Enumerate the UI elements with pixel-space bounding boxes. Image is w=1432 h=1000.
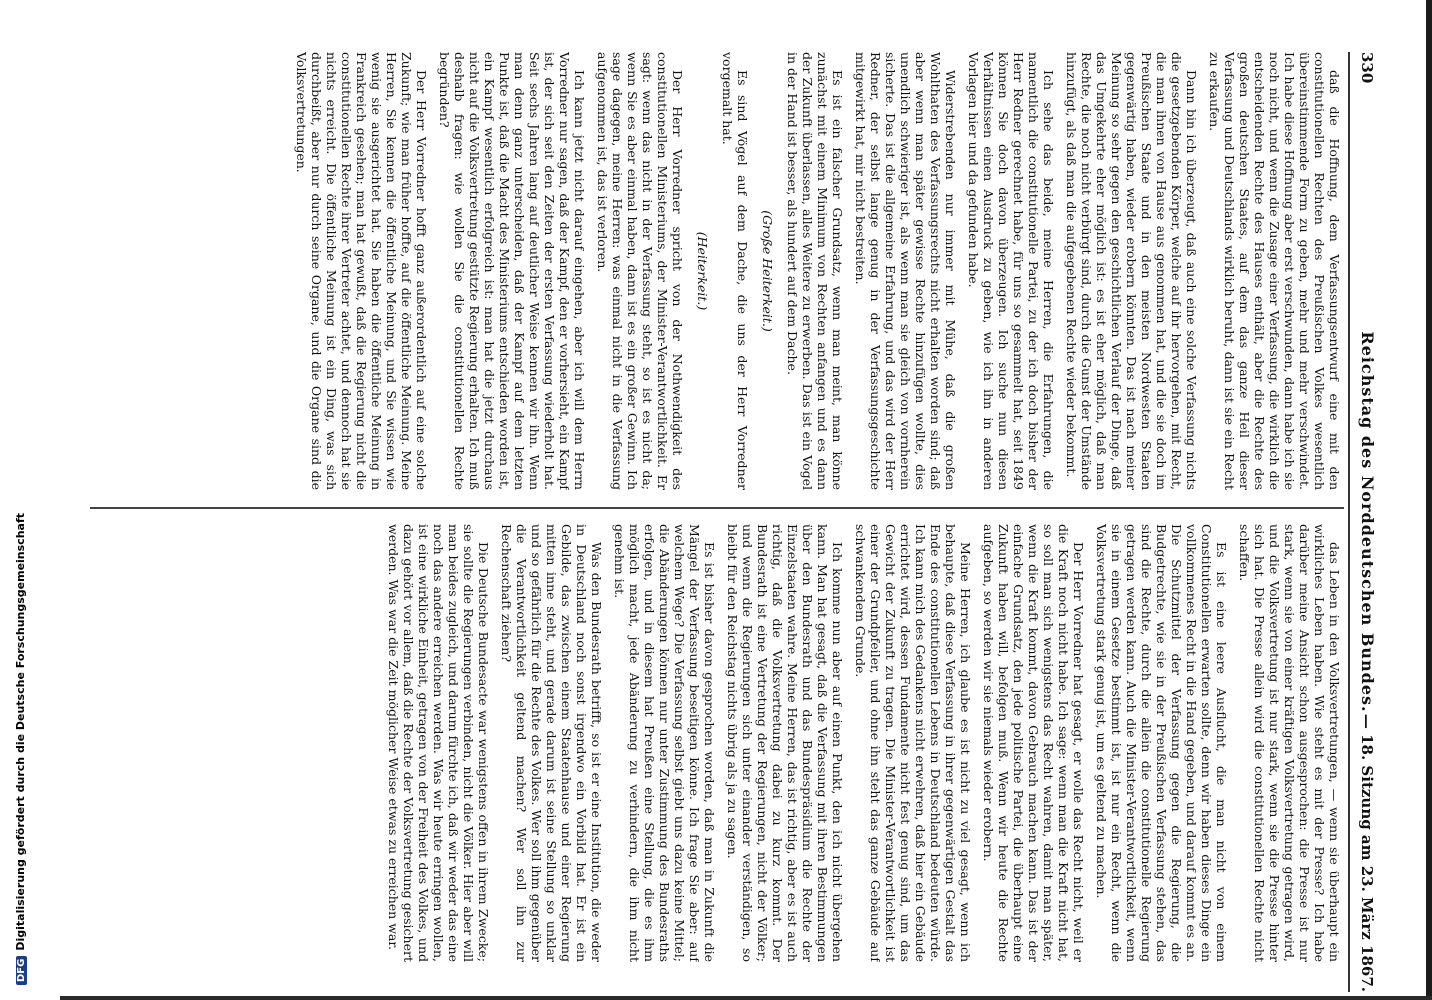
paragraph: Ich kann jetzt nicht darauf eingehen, aber ich will dem Herrn Vorredner nur sagen, daß der Kampf, den er vorhersieht, ein Kampf ist, der sich seit den Zeiten der ersten Verfassung wiederholt hat. Seit sechs Jahren lang auf deutlicher Weise kennen wir ihn. Wenn man denn ganz unterscheiden, daß der Kampf auf dem letzten Punkte ist, daß die Macht des Ministeriums entschieden worden ist, ein Kampf wesentlich erfolgreich ist: man hat die jetzt durchaus nicht auf die Volksvertretung gestützte Regierung erhalten. Ich muß deshalb fragen: wie wollen Sie die constitutionellen Rechte begründen? bbox=[437, 52, 587, 490]
paragraph: das Leben in den Volksvertretungen, — wenn sie überhaupt ein wirkliches Leben haben. Wie steht es mit der Presse? Ich habe darüber meine Ansicht schon ausgesprochen: die Presse ist nur stark, wenn sie von einer kräftigen Volksvertretung getragen wird, und die Volksvertretung ist nur stark, wenn sie die Presse hinter sich hat. Die Presse allein wird die constitutionellen Rechte nicht schaffen. bbox=[1237, 524, 1342, 962]
paragraph: daß die Hoffnung, dem Verfassungsentwurf eine mit den constitutionellen Rechten des Preußischen Volkes wesentlich übereinstimmende Form zu geben, mehr und mehr verschwindet. Ich habe diese Hoffnung aber erst verschwunden, dann habe ich sie noch nicht, und wenn die Zusage einer Verfassung, die wirklich die entscheidenden Rechte des Hauses enthält, aber die Rechte des großen deutschen Staates, auf dem das ganze Heil dieser Verfassung und Deutschlands wirklich beruht, dann ist sie ein Recht zu erkaufen. bbox=[1207, 52, 1342, 490]
paragraph: Dann bin ich überzeugt, daß auch eine solche Verfassung nichts die gesetzgebenden Körper, welche auf ihr hervorgehen, mit Recht, die man ihnen von Hause aus genommen hat, und die sie doch im Preußischen Staate und in den meisten Nordwesten Staaten gegenwärtig haben, wieder erobern könnten. Das ist nach meiner Meinung so sehr gegen den geschichtlichen Verlauf der Dinge, daß das Umgekehrte eher möglich ist: es ist eher möglich, daß man Rechte, die noch nicht verbürgt sind, durch die Gunst der Umstände hinzufügt, als daß man die aufgegebenen Rechte wieder bekommt. bbox=[1064, 52, 1199, 490]
credit-text: Digitalisierung gefördert durch die Deutsche Forschungsgemeinschaft bbox=[14, 512, 27, 951]
right-column bbox=[88, 524, 1342, 962]
paragraph: Ich sehe das beide, meine Herren, die Erfahrungen, die namentlich die constitutionelle Partei, zu der ich doch bisher der Herr Redner gerechnet habe, für uns so gesammelt hat, seit 1849 können Sie doch davon überzeugen. Ich suche nun diesen Verhältnissen einen Ausdruck zu geben, wie ich ihn in anderen Vorlagen hier und da gefunden habe. bbox=[966, 52, 1056, 490]
paragraph: Es ist ein falscher Grundsatz, wenn man meint, man könne zunächst mit einem Minimum von Rechten anfangen und es dann der Zukunft überlassen, alles Weitere zu erwerben. Das ist ein Vogel in der Hand ist besser, als hundert auf dem Dache. bbox=[785, 52, 845, 490]
scan-edge-right bbox=[1426, 0, 1432, 1000]
scan-edge-bottom bbox=[60, 996, 1432, 1000]
session-date: — 18. Sitzung am 23. März 1867. bbox=[1358, 713, 1376, 992]
paragraph: Widerstrebenden nur immer mit Mühe, daß die großen Wohlthaten des Verfassungsrechts nicht erhalten worden sind; daß aber wenn man später gewisse Rechte hinzufügen wollte, dies unendlich schwieriger ist, als wenn man sie gleich von vornherein sicherte. Das ist die allgemeine Erfahrung, und das wird der Herr Redner, der selbst lange genug in der Verfassungsgeschichte mitgewirkt hat, mir nicht bestreiten. bbox=[853, 52, 958, 490]
header-rule bbox=[1348, 52, 1350, 992]
paragraph: Der Herr Vorredner hat gesagt, er wolle das Recht nicht, weil er die Kraft noch nicht habe. Ich sage: wenn man die Kraft nicht hat, so soll man sich wenigstens das Recht wahren, damit man später, wenn die Kraft kommt, davon Gebrauch machen kann. Das ist der einfache Grundsatz, den jede politische Partei, die überhaupt eine Zukunft haben will, befolgen muß. Wenn wir heute die Rechte aufgeben, so werden wir sie niemals wieder erobern. bbox=[981, 524, 1086, 962]
paragraph: Ich komme nun aber auf einen Punkt, den ich nicht übergehen kann. Man hat gesagt, daß die Verfassung mit ihren Bestimmungen über den Bundesrath und das Bundespräsidium die Rechte der Einzelstaaten wahre. Meine Herren, das ist richtig, aber es ist auch richtig, daß die Volksvertretung dabei zu kurz kommt. Der Bundesrath ist eine Vertretung der Regierungen, nicht der Völker; und wenn die Regierungen sich unter einander verständigen, so bleibt für den Reichstag nichts übrig als ja zu sagen. bbox=[725, 524, 845, 962]
paragraph: Es sind Vögel auf dem Dache, die uns der Herr Vorredner vorgemalt hat. bbox=[720, 52, 750, 490]
paragraph: Meine Herren, ich glaube es ist nicht zu viel gesagt, wenn ich behaupte, daß diese Verfassung in ihrer gegenwärtigen Gestalt das Ende des constitutionellen Lebens in Deutschland bedeuten würde. Ich kann mich des Gedankens nicht erwehren, daß hier ein Gebäude errichtet wird, dessen Fundamente nicht fest genug sind, um das Gewicht der Zukunft zu tragen. Die Minister-Verantwortlichkeit ist einer der Grundpfeiler, und ohne ihn steht das ganze Gebäude auf schwankendem Grunde. bbox=[853, 524, 973, 962]
left-column bbox=[88, 52, 1342, 490]
paragraph: Es ist eine leere Ausflucht, die man nicht von einem Constitutionellen erwarten sollte, denn wir haben dieses Dinge ein vollkommenes Recht in die Hand gegeben, und darauf kommt es an. Die Schutzmittel der Verfassung gegen die Regierung, die Budgetrechte, wie sie in der Preußischen Verfassung stehen, das sind die Rechte, durch die allein die constitutionelle Regierung getragen werden kann. Auch die Minister-Verantwortlichkeit, wenn sie in einem Gesetze bestimmt ist, ist nur ein Recht, wenn die Volksvertretung stark genug ist, um es geltend zu machen. bbox=[1094, 524, 1229, 962]
paragraph: Der Herr Vorredner hofft ganz außerordentlich auf eine solche Zukunft; wie man früher hoffte, auf die öffentliche Meinung. Meine Herren, Sie kennen die öffentliche Meinung, und Sie wissen wie wenig sie ausgerichtet hat. Sie haben die öffentliche Meinung in Frankreich gesehen; man hat gewußt, daß die Regierung nicht die constitutionellen Rechte ihrer Vertreter achtet, und dennoch hat sie nichts erreicht. Die öffentliche Meinung ist ein Ding, was sich durchbeißt, aber nur durch seine Organe, und die Organe sind die Volksvertretungen. bbox=[294, 52, 429, 490]
page-title: Reichstag des Norddeutschen Bundes. bbox=[1358, 331, 1377, 713]
page-number: 330 bbox=[1358, 52, 1376, 84]
digitization-credit-strip bbox=[0, 0, 28, 1000]
digitization-credit bbox=[14, 513, 27, 985]
interjection: (Große Heiterkeit.) bbox=[760, 210, 775, 332]
paragraph: Es ist bisher davon gesprochen worden, daß man in Zukunft die Mängel der Verfassung beseitigen könne. Ich frage Sie aber: auf welchem Wege? Die Verfassung selbst giebt uns dazu keine Mittel; die Abänderungen können nur unter Zustimmung des Bundesraths erfolgen, und in diesem hat Preußen eine Stellung, die es ihm möglich macht, jede Abänderung zu verhindern, die ihm nicht genehm ist. bbox=[612, 524, 717, 962]
interjection: (Heiterkeit.) bbox=[695, 231, 710, 311]
paragraph: Die Deutsche Bundesacte war wenigstens offen in ihrem Zwecke; sie sollte die Regierungen verbinden, nicht die Völker. Hier aber will man beides zugleich, und darum fürchte ich, daß wir weder das eine noch das andere erreichen werden. Was wir heute erringen wollen, ist eine wirkliche Einheit, getragen von der Freiheit des Volkes, und dazu gehört vor allem, daß die Rechte der Volksvertretung gesichert werden. Was war die Zeit möglicher Weise etwas zu erreichen war. bbox=[386, 524, 491, 962]
page-header bbox=[1350, 52, 1378, 992]
dfg-logo: DFG bbox=[16, 956, 27, 985]
column-divider bbox=[90, 507, 1344, 509]
paragraph: Was den Bundesrath betrifft, so ist er eine Institution, die weder in Deutschland noch sonst irgendwo ein Vorbild hat. Er ist ein Gebilde, das zwischen einem Staatenhause und einer Regierung mitten inne steht, und gerade darum ist seine Stellung so unklar und so gefährlich für die Rechte des Volkes. Wer soll ihm gegenüber die Verantwortlichkeit geltend machen? Wer soll ihn zur Rechenschaft ziehen? bbox=[499, 524, 604, 962]
paragraph: Der Herr Vorredner spricht von der Nothwendigkeit des constitutionellen Ministeriums, der Minister-Verantwortlichkeit. Er sagt: wenn das nicht in der Verfassung steht, so ist es nicht da; wenn Sie es aber einmal haben, dann ist es ein großer Gewinn. Ich sage dagegen, meine Herren: was einmal nicht in die Verfassung aufgenommen ist, das ist verloren. bbox=[595, 52, 685, 490]
scanned-page bbox=[68, 52, 1378, 992]
